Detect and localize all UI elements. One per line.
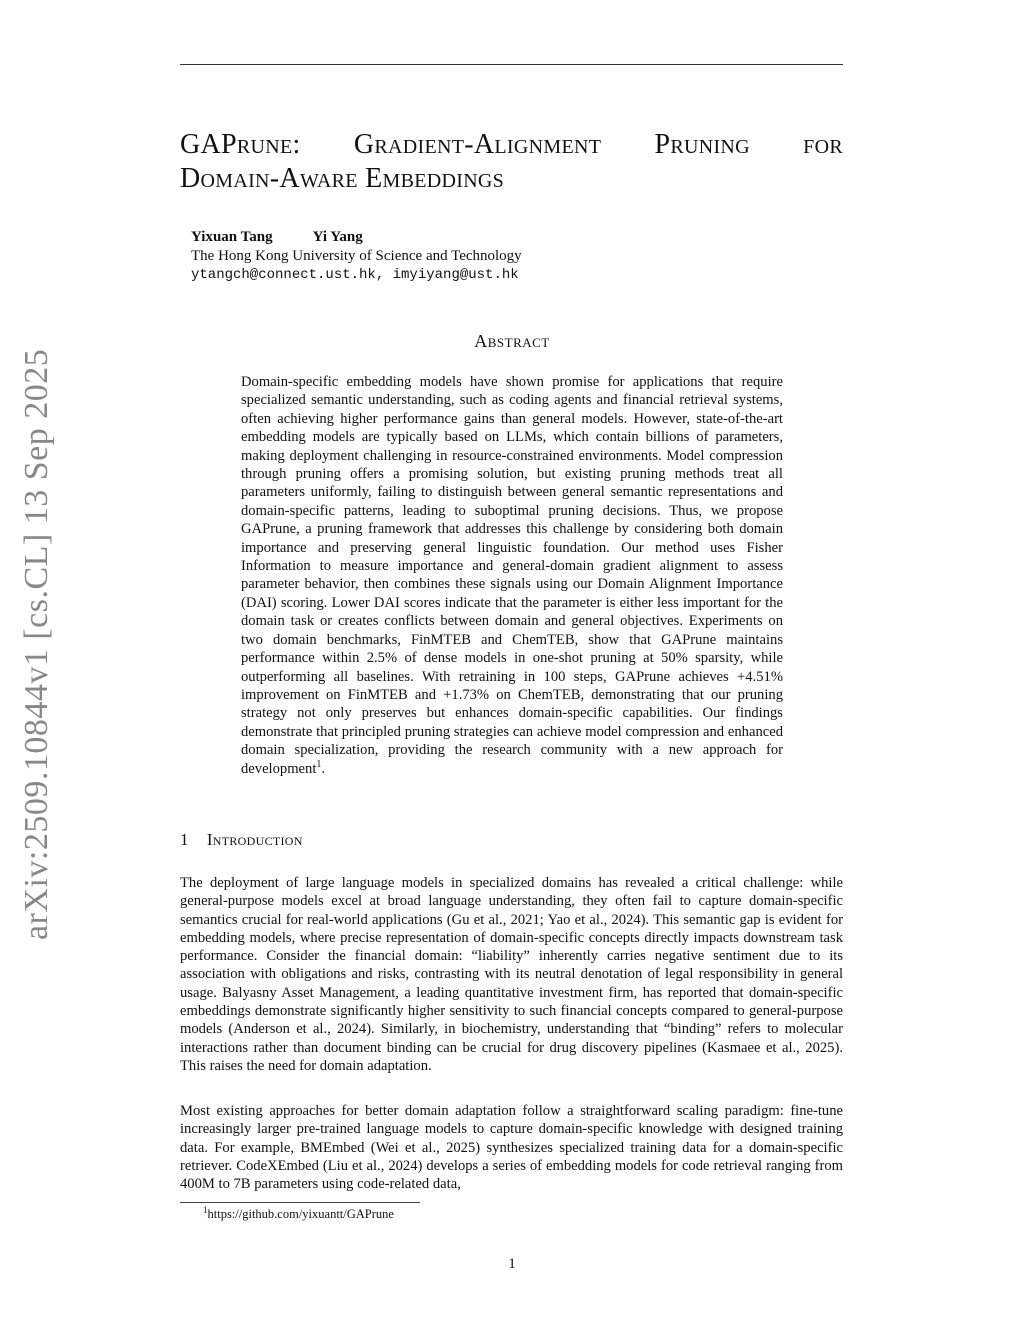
footnote-link[interactable]: https://github.com/yixuantt/GAPrune	[207, 1207, 394, 1221]
author-name: Yi Yang	[312, 229, 363, 245]
footnote	[203, 1204, 394, 1222]
title-word: Pruning	[654, 129, 750, 160]
title-word: GAPrune:	[180, 129, 301, 160]
title-word: Gradient-Alignment	[353, 129, 602, 160]
arxiv-stamp: arXiv:2509.10844v1 [cs.CL] 13 Sep 2025	[18, 348, 55, 940]
paper-title	[180, 128, 843, 196]
abstract-heading: Abstract	[474, 331, 550, 351]
section-heading	[180, 830, 303, 850]
title-line-1	[180, 128, 843, 162]
header-rule	[180, 64, 843, 65]
footnote-marker[interactable]: 1	[316, 758, 322, 770]
title-word: for	[803, 129, 843, 160]
section-number: 1	[180, 830, 189, 849]
abstract-body	[241, 373, 783, 778]
author-block	[191, 228, 522, 285]
title-line-2: Domain-Aware Embeddings	[180, 163, 505, 194]
abstract-end: .	[321, 760, 326, 777]
abstract-text: Domain-specific embedding models have shown promise for applications that require specialized semantic understanding, such as coding agents and financial retrieval systems, often achieving higher performance gains than general models. However, state-of-the-art embedding models are typically based on LLMs, which contain billions of parameters, making deployment challenging in resource-constrained environments. Model compression through pruning offers a promising solution, but existing pruning methods treat all parameters uniformly, failing to distinguish between general semantic representations and domain-specific patterns, leading to suboptimal pruning decisions. Thus, we propose GAPrune, a pruning framework that addresses this challenge by considering both domain importance and preserving general linguistic foundation. Our method uses Fisher Information to measure importance and general-domain gradient alignment to assess parameter behavior, then combines these signals using our Domain Alignment Importance (DAI) scoring. Lower DAI scores indicate that the parameter is either less important for the domain task or creates conflicts between domain and general objectives. Experiments on two domain benchmarks, FinMTEB and ChemTEB, show that GAPrune maintains performance within 2.5% of dense models in one-shot pruning at 50% sparsity, while outperforming all baselines. With retraining in 100 steps, GAPrune achieves +4.51% improvement on FinMTEB and +1.73% on ChemTEB, demonstrating that our pruning strategy not only preserves but enhances domain-specific capabilities. Our findings demonstrate that principled pruning strategies can achieve model compression and enhanced domain specialization, providing the research community with a new approach for development	[241, 374, 783, 777]
author-names	[191, 228, 522, 247]
author-name: Yixuan Tang	[191, 229, 273, 245]
affiliation: The Hong Kong University of Science and Technology	[191, 248, 522, 264]
footnote-rule	[180, 1202, 420, 1203]
section-title: Introduction	[206, 830, 303, 849]
page-number: 1	[508, 1256, 516, 1272]
intro-paragraph: Most existing approaches for better domain adaptation follow a straightforward scaling paradigm: fine-tune increasingly larger pre-trained language models to capture domain-specific knowledge with designed training data. For example, BMEmbed (Wei et al., 2025) synthesizes specialized training data for a domain-specific retriever. CodeXEmbed (Liu et al., 2024) develops a series of embedding models for code retrieval ranging from 400M to 7B parameters using code-related data,	[180, 1103, 843, 1193]
author-emails: ytangch@connect.ust.hk, imyiyang@ust.hk	[191, 267, 519, 283]
intro-paragraph: The deployment of large language models in specialized domains has revealed a critical challenge: while general-purpose models excel at broad language understanding, they often fail to capture domain-specific semantics crucial for real-world applications (Gu et al., 2021; Yao et al., 2024). This semantic gap is evident for embedding models, where precise representation of domain-specific concepts directly impacts downstream task performance. Consider the financial domain: “liability” inherently carries negative sentiment due to its association with obligations and risks, contrasting with its neutral denotation of legal responsibility in general usage. Balyasny Asset Management, a leading quantitative investment firm, has reported that domain-specific embeddings demonstrate significantly higher sensitivity to such financial concepts compared to general-purpose models (Anderson et al., 2024). Similarly, in biochemistry, understanding that “binding” refers to molecular interactions rather than document binding can be crucial for drug discovery pipelines (Kasmaee et al., 2025). This raises the need for domain adaptation.	[180, 875, 843, 1074]
footnote-number: 1	[203, 1204, 208, 1215]
